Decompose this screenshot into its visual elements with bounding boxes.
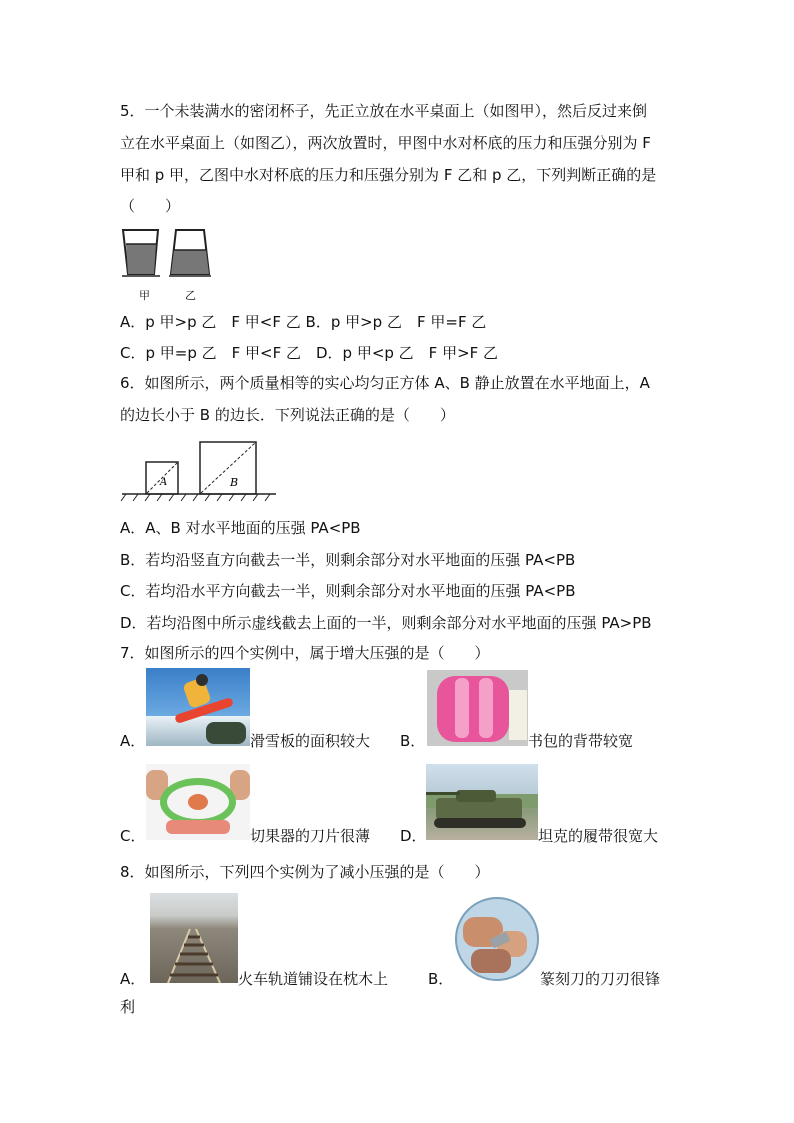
q6-option-d: D．若均沿图中所示虚线截去上面的一半，则剩余部分对水平地面的压强 PA>PB: [120, 614, 652, 632]
railway-photo: [150, 893, 238, 983]
cup-label-jia: 甲: [139, 289, 150, 302]
fruit-slicer-photo: [146, 764, 250, 840]
q8-b-label: B．: [428, 970, 454, 988]
q8-a-text: 火车轨道铺设在枕木上: [238, 970, 389, 988]
q6-option-c: C．若均沿水平方向截去一半，则剩余部分对水平地面的压强 PA<PB: [120, 582, 576, 600]
q6-option-a: A．A、B 对水平地面的压强 PA<PB: [120, 519, 361, 537]
carving-knife-photo: [455, 897, 539, 981]
q7-c-text: 切果器的刀片很薄: [250, 827, 371, 845]
q8-b-text-cont: 利: [120, 998, 136, 1016]
q8-b-text: 篆刻刀的刀刃很锋: [540, 970, 661, 988]
q6-option-b: B．若均沿竖直方向截去一半，则剩余部分对水平地面的压强 PA<PB: [120, 551, 576, 569]
q7-a-label: A．: [120, 732, 146, 750]
cup-upright: [122, 230, 160, 276]
q5-text-line4: （ ）: [120, 197, 181, 215]
q8-text: 8．如图所示，下列四个实例为了减小压强的是（ ）: [120, 863, 490, 881]
q5-options-cd: C．p 甲=p 乙 F 甲<F 乙 D．p 甲<p 乙 F 甲>F 乙: [120, 344, 499, 362]
cups-figure: [120, 226, 220, 278]
cup-label-yi: 乙: [185, 289, 196, 302]
q5-options-ab: A．p 甲>p 乙 F 甲<F 乙 B．p 甲>p 乙 F 甲=F 乙: [120, 313, 487, 331]
q7-a-text: 滑雪板的面积较大: [250, 732, 371, 750]
q7-c-label: C．: [120, 827, 146, 845]
q5-text-line2: 立在水平桌面上（如图乙），两次放置时，甲图中水对杯底的压力和压强分别为 F: [120, 134, 651, 152]
q6-text-line1: 6．如图所示，两个质量相等的实心均匀正方体 A、B 静止放置在水平地面上，A: [120, 374, 650, 392]
q6-text-line2: 的边长小于 B 的边长．下列说法正确的是（ ）: [120, 406, 455, 424]
q5-text-line1: 5．一个未装满水的密闭杯子，先正立放在水平桌面上（如图甲），然后反过来倒: [120, 102, 648, 120]
q7-b-text: 书包的背带较宽: [528, 732, 634, 750]
tank-photo: [426, 764, 538, 840]
cup-inverted: [169, 230, 211, 276]
q7-d-text: 坦克的履带很宽大: [538, 827, 659, 845]
cube-label-a: A: [160, 477, 168, 488]
cube-label-b: B: [230, 476, 239, 489]
q7-text: 7．如图所示的四个实例中，属于增大压强的是（ ）: [120, 644, 490, 662]
backpack-photo: [427, 670, 528, 746]
q8-a-label: A．: [120, 970, 146, 988]
cubes-figure: [120, 436, 278, 504]
q7-b-label: B．: [400, 732, 426, 750]
q5-text-line3: 甲和 p 甲，乙图中水对杯底的压力和压强分别为 F 乙和 p 乙，下列判断正确的是: [120, 166, 657, 184]
snowboard-photo: [146, 668, 250, 746]
q7-d-label: D．: [400, 827, 427, 845]
